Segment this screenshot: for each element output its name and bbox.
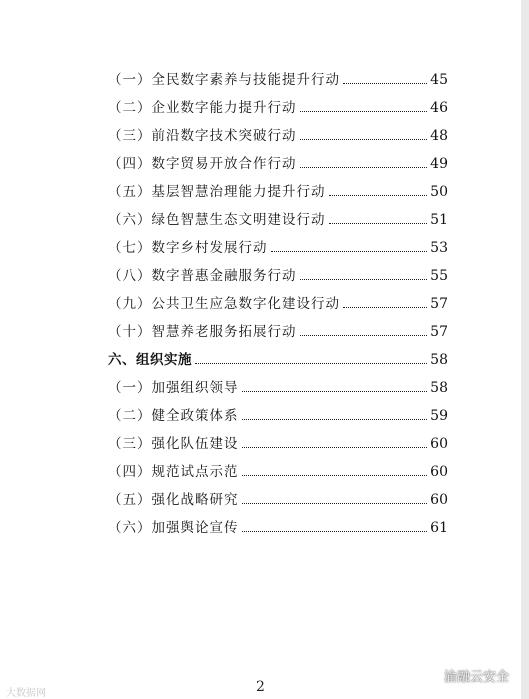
toc-entry-page: 48 [430,128,448,144]
toc-entry[interactable] [0,200,521,228]
toc-entry-label: （三）强化队伍建设 [108,436,239,452]
toc-entry-label: 六、组织实施 [108,352,192,368]
dot-leader [300,167,428,168]
toc-entry[interactable] [0,256,521,284]
toc-entry-page: 45 [430,72,448,88]
dot-leader [242,419,428,420]
toc-entry-label: （十）智慧养老服务拓展行动 [108,324,297,340]
dot-leader [300,139,428,140]
dot-leader [300,279,428,280]
toc-entry[interactable] [0,144,521,172]
toc-entry[interactable] [0,480,521,508]
toc-entry-label: （二）健全政策体系 [108,408,239,424]
dot-leader [300,111,428,112]
toc-entry-page: 58 [430,352,448,368]
toc-entry[interactable] [0,228,521,256]
dot-leader [242,503,428,504]
toc-entry-page: 49 [430,156,448,172]
dot-leader [329,223,428,224]
toc-entry[interactable] [0,368,521,396]
toc-entry-page: 46 [430,100,448,116]
dot-leader [271,251,428,252]
dot-leader [343,307,427,308]
toc-entry-label: （一）全民数字素养与技能提升行动 [108,72,340,88]
toc-entry[interactable] [0,424,521,452]
toc-entry-label: （五）强化战略研究 [108,492,239,508]
toc-entry-label: （六）绿色智慧生态文明建设行动 [108,212,326,228]
dot-leader [242,475,428,476]
toc-entry-page: 51 [430,212,448,228]
toc-entry-label: （七）数字乡村发展行动 [108,240,268,256]
toc-entry-page: 60 [430,436,448,452]
toc-entry[interactable] [0,116,521,144]
toc-entry[interactable] [0,452,521,480]
toc-entry-label: （二）企业数字能力提升行动 [108,100,297,116]
dot-leader [329,195,428,196]
toc-entry[interactable] [0,88,521,116]
wechat-icon [420,667,438,685]
toc-entry-label: （六）加强舆论宣传 [108,520,239,536]
toc-entry-page: 60 [430,464,448,480]
toc-entry-label: （一）加强组织领导 [108,380,239,396]
watermark-right [420,666,509,685]
toc-entry-label: （九）公共卫生应急数字化建设行动 [108,296,340,312]
toc-entry[interactable] [0,396,521,424]
toc-entry-label: （四）规范试点示范 [108,464,239,480]
toc-entry[interactable] [0,284,521,312]
toc-entry-label: （五）基层智慧治理能力提升行动 [108,184,326,200]
toc-entry-page: 53 [430,240,448,256]
toc-entry-page: 57 [430,296,448,312]
toc-entry-page: 55 [430,268,448,284]
toc-entry[interactable] [0,312,521,340]
watermark-right-label: 渝融云安全 [443,670,509,685]
dot-leader [242,447,428,448]
dot-leader [242,531,428,532]
toc-entry-page: 59 [430,408,448,424]
toc-entry-page: 57 [430,324,448,340]
dot-leader [300,335,428,336]
toc-entry-label: （八）数字普惠金融服务行动 [108,268,297,284]
dot-leader [195,363,427,364]
toc-entry-page: 61 [430,520,448,536]
watermark-left: 大数据网 [6,688,46,699]
toc-entry[interactable] [0,172,521,200]
toc-entry[interactable] [0,60,521,88]
dot-leader [343,83,427,84]
toc-entry-label: （三）前沿数字技术突破行动 [108,128,297,144]
toc-entry-page: 60 [430,492,448,508]
toc-entry[interactable] [0,508,521,536]
page-number: 2 [256,679,265,695]
toc-entry-label: （四）数字贸易开放合作行动 [108,156,297,172]
dot-leader [242,391,428,392]
toc-entry-page: 58 [430,380,448,396]
toc-entry-page: 50 [430,184,448,200]
toc-section-entry[interactable] [0,340,521,368]
